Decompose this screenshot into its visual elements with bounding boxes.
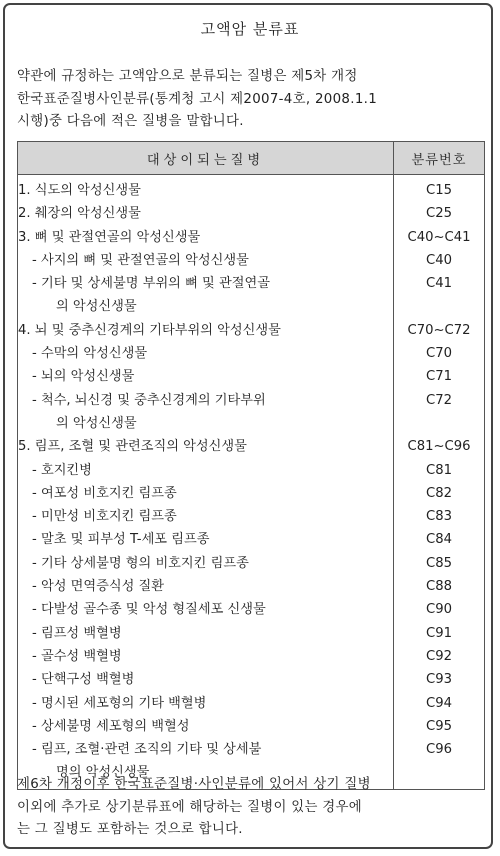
intro-line: 한국표준질병사인분류(통계청 고시 제2007-4호, 2008.1.1 xyxy=(17,91,378,107)
disease-code: C81~C96 xyxy=(407,439,471,455)
disease-code: C70 xyxy=(426,346,452,362)
disease-name: - 림프성 백혈병 xyxy=(32,625,122,641)
disease-name: - 여포성 비호지킨 림프종 xyxy=(32,485,177,501)
disease-code xyxy=(394,295,484,318)
disease-code: C85 xyxy=(426,555,452,571)
intro-line: 시행)중 다음에 적은 질병을 말합니다. xyxy=(17,114,244,129)
disease-name: - 호지킨병 xyxy=(32,462,92,478)
disease-name: - 기타 상세불명 형의 비호지킨 림프종 xyxy=(32,555,249,571)
disease-name: 2. 췌장의 악성신생물 xyxy=(18,206,141,222)
disease-code xyxy=(394,412,484,435)
table-body-row xyxy=(18,175,485,790)
disease-name: - 수막의 악성신생물 xyxy=(32,346,148,362)
disease-name-column xyxy=(18,175,394,790)
disease-name: - 미만성 비호지킨 림프종 xyxy=(32,509,177,525)
disease-code: C83 xyxy=(426,509,452,525)
classification-table xyxy=(17,141,485,790)
disease-code: C96 xyxy=(426,742,452,758)
footer-paragraph xyxy=(17,774,487,842)
disease-code: C70~C72 xyxy=(407,322,471,338)
disease-code: C82 xyxy=(426,485,452,501)
intro-paragraph xyxy=(17,66,483,134)
disease-name: - 말초 및 피부성 T-세포 림프종 xyxy=(32,532,210,548)
header-disease: 대상이되는질병 xyxy=(18,142,394,175)
disease-name: 명의 악성신생물 xyxy=(56,765,150,781)
disease-name: - 다발성 골수종 및 악성 형질세포 신생물 xyxy=(32,602,266,618)
disease-name: - 척수, 뇌신경 및 중추신경계의 기타부위 xyxy=(32,392,266,408)
disease-code: C88 xyxy=(426,579,452,595)
intro-line: 약관에 규정하는 고액암으로 분류되는 질병은 제5차 개정 xyxy=(17,69,358,84)
disease-name: - 악성 면역증식성 질환 xyxy=(32,579,164,595)
disease-name: - 골수성 백혈병 xyxy=(32,648,122,664)
disease-code: C41 xyxy=(426,276,452,292)
footer-line: 는 그 질병도 포함하는 것으로 합니다. xyxy=(17,822,243,837)
disease-name: - 명시된 세포형의 기타 백혈병 xyxy=(32,695,207,711)
disease-code: C40~C41 xyxy=(407,229,471,245)
disease-code: C40 xyxy=(426,252,452,268)
disease-name: 3. 뼈 및 관절연골의 악성신생물 xyxy=(18,229,201,245)
disease-code: C84 xyxy=(426,532,452,548)
disease-name: 의 악성신생물 xyxy=(56,299,137,315)
disease-name: - 림프, 조혈·관련 조직의 기타 및 상세불 xyxy=(32,742,262,758)
footer-line: 제6차 개정이후 한국표준질병·사인분류에 있어서 상기 질병 xyxy=(17,777,371,792)
disease-name: 5. 림프, 조혈 및 관련조직의 악성신생물 xyxy=(18,439,247,455)
disease-name: - 뇌의 악성신생물 xyxy=(32,369,135,385)
disease-code: C93 xyxy=(426,672,452,688)
disease-code: C25 xyxy=(426,206,452,222)
page-title: 고액암 분류표 xyxy=(200,20,300,38)
disease-code: C81 xyxy=(426,462,452,478)
disease-name: 1. 식도의 악성신생물 xyxy=(18,183,141,198)
header-code: 분류번호 xyxy=(394,142,485,175)
disease-code: C90 xyxy=(426,602,452,618)
disease-code: C72 xyxy=(426,392,452,408)
disease-code: C91 xyxy=(426,625,452,641)
disease-name: - 사지의 뼈 및 관절연골의 악성신생물 xyxy=(32,252,249,268)
footer-line: 이외에 추가로 상기분류표에 해당하는 질병이 있는 경우에 xyxy=(17,799,362,815)
disease-name: 의 악성신생물 xyxy=(56,415,137,431)
disease-code: C94 xyxy=(426,695,452,711)
table-header-row xyxy=(18,142,485,175)
disease-code: C95 xyxy=(426,718,452,734)
disease-name: - 기타 및 상세불명 부위의 뼈 및 관절연골 xyxy=(32,276,270,292)
code-column xyxy=(394,175,485,790)
disease-code: C71 xyxy=(426,369,452,385)
disease-name: 4. 뇌 및 중추신경계의 기타부위의 악성신생물 xyxy=(18,322,281,338)
disease-code: C92 xyxy=(426,648,452,664)
disease-name: - 단핵구성 백혈병 xyxy=(32,672,135,688)
disease-name: - 상세불명 세포형의 백혈성 xyxy=(32,718,190,734)
disease-code: C15 xyxy=(426,183,452,198)
